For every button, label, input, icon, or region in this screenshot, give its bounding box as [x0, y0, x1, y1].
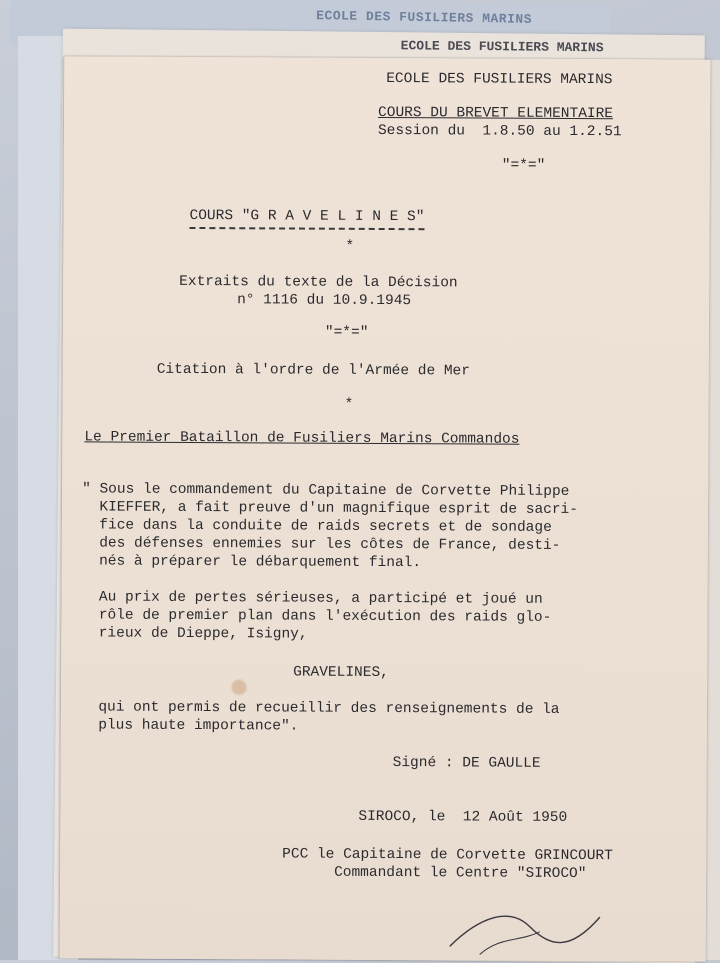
course-header: COURS DU BREVET ELEMENTAIRE — [378, 104, 614, 123]
extract-heading-line2: n° 1116 du 10.9.1945 — [237, 292, 412, 310]
place-and-date: SIROCO, le 12 Août 1950 — [358, 808, 568, 826]
paragraph-1-line-4: des défenses ennemies sur les côtes de France, desti- — [81, 535, 561, 554]
signature-line: Signé : DE GAULLE — [392, 755, 541, 772]
paragraph-3-line-2: plus haute importance". — [80, 717, 299, 735]
unit-name: Le Premier Bataillon de Fusiliers Marins Commandos — [84, 429, 520, 448]
paragraph-2-line-3: rieux de Dieppe, Isigny, — [81, 625, 308, 643]
school-header: ECOLE DES FUSILIERS MARINS — [386, 71, 613, 89]
typed-document — [60, 56, 711, 961]
citation-heading: Citation à l'ordre de l'Armée de Mer — [156, 361, 471, 380]
paragraph-1-line-3: fice dans la conduite de raids secrets et de sondage — [81, 517, 552, 536]
paragraph-1-line-1: " Sous le commandement du Capitaine de Corvette Philippe — [82, 481, 570, 500]
pcc-line-1: PCC le Capitaine de Corvette GRINCOURT — [282, 846, 613, 865]
paragraph-2-line-1: Au prix de pertes sérieuses, a participé et joué un — [81, 589, 543, 608]
star-separator-1: * — [345, 238, 355, 255]
paragraph-1-line-5: nés à préparer le débarquement final. — [81, 553, 422, 572]
session-dates: Session du 1.8.50 au 1.2.51 — [377, 122, 622, 141]
pcc-line-2: Commandant le Centre "SIROCO" — [334, 864, 587, 883]
background-sheet-header: ECOLE DES FUSILIERS MARINS — [316, 8, 533, 27]
separator-2: "=*=" — [324, 324, 369, 341]
paragraph-1-line-2: KIEFFER, a fait preuve d'un magnifique esprit de sacri- — [81, 499, 579, 519]
course-title: COURS "G R A V E L I N E S" — [189, 207, 424, 230]
middle-sheet-header: ECOLE DES FUSILIERS MARINS — [400, 38, 604, 56]
paragraph-2-line-2: rôle de premier plan dans l'exécution des raids glo- — [81, 607, 552, 626]
extract-heading-line1: Extraits du texte de la Décision — [179, 273, 458, 292]
paragraph-3-line-1: qui ont permis de recueillir des renseignements de la — [80, 699, 560, 718]
separator-1: "=*=" — [501, 157, 546, 174]
star-separator-2: * — [344, 396, 354, 413]
gravelines-line: GRAVELINES, — [293, 664, 389, 682]
handwritten-signature — [440, 896, 640, 957]
